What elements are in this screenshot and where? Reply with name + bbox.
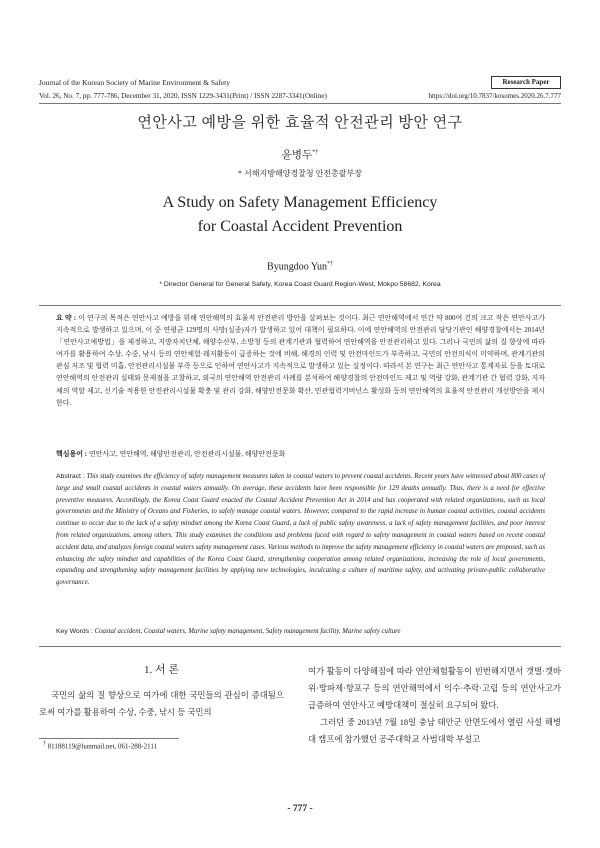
english-abstract-text: This study examines the efficiency of safety management measures taken in coastal waters to prevent coastal accidents. Recent years have witnessed about 800 cases of large and small coastal accidents in coastal waters annually. On average, these accidents have been responsible for 129 deaths annually. Thus, there is a need for effective preventive measures. Accordingly, the Korea Coast Guard enacted the Coastal Accident Prevention Act in 2014 and has cooperated with related organizations, such as local governments and the Ministry of Oceans and Fisheries, to safely manage coastal waters. However, compared to the rapid increase in human coastal activities, coastal accidents continue to occur due to the lack of a safety mindset among the Korea Coast Guard, a lack of public safety awareness, a lack of safety management facilities, and poor interest from related organizations, among others. This study examines the conditions and problems faced with regard to safety management in coastal waters based on recent coastal accident data, and analyzes foreign coastal waters safety management cases. Various methods to improve the safety management efficiency in coastal waters are proposed, such as enhancing the safety mindset and capabilities of the Korea Coast Guard, strengthening cooperation among related organizations, increasing the role of local governments, expanding and strengthening safety management facilities by applying new technologies, inculcating a culture of maritime safety, and activating private-public collaborative governance. bbox=[56, 473, 545, 587]
english-affiliation: * Director General for General Safety, Korea Coast Guard Region-West, Mokpo 58682, Korea bbox=[159, 281, 441, 288]
korean-title: 연안사고 예방을 위한 효율적 안전관리 방안 연구 bbox=[137, 115, 463, 131]
english-author-name: Byungdoo Yun bbox=[267, 261, 327, 273]
body-paragraph: 그러던 중 2013년 7월 18일 충남 태안군 안면도에서 열린 사설 해병대 캠프에 참가했던 공주대학교 사범대학 부설고 bbox=[308, 718, 561, 744]
header-divider bbox=[39, 103, 561, 104]
english-keywords-label: Key Words : bbox=[56, 628, 93, 635]
paper-type-badge: Research Paper bbox=[491, 76, 561, 89]
section-heading: 1. 서 론 bbox=[143, 664, 179, 676]
footnote-divider bbox=[39, 738, 179, 739]
korean-abstract-text: 이 연구의 목적은 연안사고 예방을 위해 연안해역의 효율적 안전관리 방안을 살펴보는 것이다. 최근 연안해역에서 연간 약 800여 건의 크고 작은 연안사고가 지속적으로 발생하고 있으며, 이 중 연평균 129명의 사망(실종)자가 발생하고 있어 대책이 필요하다. 이에 연안해역의 안전관리 담당기관인 해양경찰에서는 2014년 「연안사고예방법」을 제정하고, 지방자치단체, 해양수산부, 소방청 등의 관계기관과 협력하여 연안해역을 안전관리하고 있다. 그러나 국민의 삶의 질 향상에 따라 여가를 활용하여 수상, 수중, 낚시 등의 연안체험·레저활동이 급증하는 것에 비해, 해경의 인력 및 안전마인드가 부족하고, 국민의 안전의식이 미약하며, 관계기관의 관심 저조 및 협력 미흡, 안전관리시설물 부족 등으로 인하여 연안사고가 지속적으로 발생하고 있는 실정이다. 따라서 본 연구는 최근 연안사고 통계자료 등을 토대로 연안해역의 안전관리 실태와 문제점을 고찰하고, 외국의 연안해역 안전관리 사례를 분석하여 해양경찰의 안전마인드 제고 및 역량 강화, 관계기관 간 협력 강화, 지자체의 역할 제고, 신기술 적용한 안전관리시설물 확충 및 관리 강화, 해양안전문화 확산, 민관협력거버넌스 활성화 등의 연안해역의 효율적 안전관리 개선방안을 제시한다. bbox=[56, 314, 546, 407]
korean-author-name: 윤병두 bbox=[281, 150, 313, 161]
footnote-text: 81188119@hanmail.net, 061-288-2111 bbox=[47, 742, 158, 751]
english-title-line1: A Study on Safety Management Efficiency bbox=[162, 194, 438, 211]
korean-affiliation: * 서해지방해양경찰청 안전총괄부장 bbox=[238, 169, 362, 178]
footnote bbox=[43, 741, 157, 750]
english-author-mark: *† bbox=[326, 261, 333, 267]
korean-author-mark: *† bbox=[312, 149, 319, 156]
english-author bbox=[0, 261, 600, 272]
english-keywords-text: Coastal accident, Coastal waters, Marine safety management, Safety management facility, Marine safety culture bbox=[94, 628, 401, 635]
english-abstract-label: Abstract : bbox=[56, 473, 85, 480]
body-left-column: 국민의 삶의 질 향상으로 여가에 대한 국민들의 관심이 증대됨으로써 여가를 활용하여 수상, 수중, 낚시 등 국민의 bbox=[39, 691, 284, 717]
footnote-mark: † bbox=[43, 741, 46, 747]
body-divider bbox=[39, 646, 561, 647]
korean-keywords bbox=[56, 449, 545, 459]
page-number: - 777 - bbox=[287, 804, 313, 814]
korean-author bbox=[0, 147, 600, 162]
abstract-divider bbox=[39, 305, 561, 306]
doi-link[interactable]: https://doi.org/10.7837/kosomes.2020.26.7.777 bbox=[428, 92, 561, 100]
journal-volume-info: Vol. 26, No. 7, pp. 777-786, December 31, 2020, ISSN 1229-3431(Print) / ISSN 2287-3341(Online) bbox=[39, 92, 327, 100]
korean-abstract-label: 요 약 : bbox=[56, 314, 77, 322]
journal-name: Journal of the Korean Society of Marine Environment & Safety bbox=[39, 78, 230, 87]
korean-abstract bbox=[56, 312, 545, 409]
english-title-line2: for Coastal Accident Prevention bbox=[197, 218, 403, 235]
korean-keywords-label: 핵심용어 : bbox=[56, 450, 88, 458]
english-keywords bbox=[56, 628, 545, 635]
english-abstract bbox=[56, 471, 545, 589]
korean-keywords-text: 연안사고, 연안해역, 해양안전관리, 안전관리시설물, 해양안전문화 bbox=[88, 450, 286, 458]
body-right-column bbox=[308, 663, 561, 748]
body-paragraph: 여가 활동이 다양해짐에 따라 연안체험활동이 빈번해지면서 갯벌·갯바위·방파제·항포구 등의 연안해역에서 익수·추락·고립 등의 연안사고가 급증하여 연안사고 예방대책이 절실히 요구되어 왔다. bbox=[308, 667, 561, 710]
